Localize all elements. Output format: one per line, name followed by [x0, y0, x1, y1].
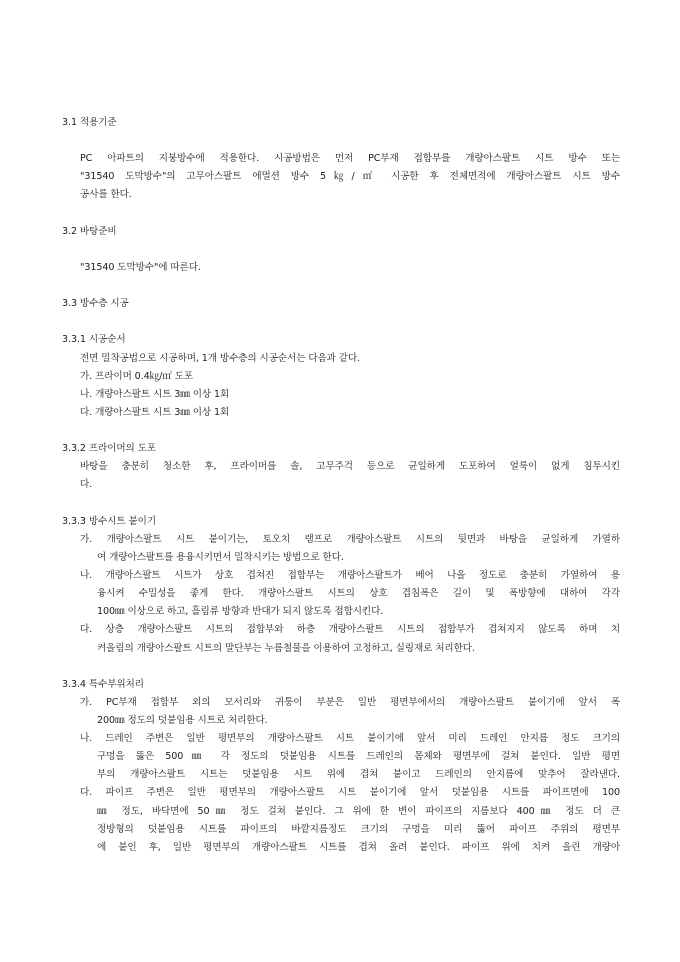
list-item-continuation: 100㎜ 이상으로 하고, 흘림류 방향과 반대가 되지 않도록 접합시킨다. [97, 606, 384, 617]
list-item-continuation: 융시켜 수밀성을 좋게 한다. 개량아스팔트 시트의 상호 겹침폭은 길이 및 폭방향에 대하여 각각 [97, 588, 620, 599]
list-item: 가. 프라이머 0.4㎏/㎡ 도포 [80, 371, 194, 382]
section-heading-3-3-2: 3.3.2 프라이머의 도포 [62, 443, 156, 454]
paragraph-line: 공사를 한다. [80, 189, 132, 200]
paragraph-line: PC 아파트의 지붕방수에 적용한다. 시공방법은 먼저 PC부재 접합부를 개량아스팔트 시트 방수 또는 [80, 153, 620, 164]
paragraph-line: "31540 도막방수"의 고무아스팔트 에멀션 방수 5㎏/㎡ 시공한 후 전체면적에 개량아스팔트 시트 방수 [80, 171, 620, 182]
paragraph-line: 다. [80, 479, 93, 490]
list-item: 다. 상층 개량아스팔트 시트의 접합부와 하층 개량아스팔트 시트의 접합부가 겹쳐지지 않도록 하며 치 [80, 624, 620, 635]
section-heading-3-3-1: 3.3.1 시공순서 [62, 334, 126, 345]
list-item-continuation: 부의 개량아스팔트 시트는 덧붙임용 시트 위에 겹쳐 붙이고 드레인의 안지름에 맞추어 잘라낸다. [97, 769, 620, 780]
list-item-continuation: 정방형의 덧붙임용 시트를 파이프의 바깥지름정도 크기의 구멍을 미리 뚫어 파이프 주위의 평면부 [97, 824, 620, 835]
list-item: 다. 파이프 주변은 일반 평면부의 개량아스팔트 시트 붙이기에 앞서 덧붙임용 시트를 파이프면에 100 [80, 787, 620, 798]
list-item-continuation: 구멍을 뚫은 500㎜ 각 정도의 덧붙임용 시트를 드레인의 몸체와 평면부에 걸쳐 붙인다. 일반 평면 [97, 751, 620, 762]
list-item-continuation: 여 개량아스팔트를 용융시키면서 밀착시키는 방법으로 한다. [97, 552, 344, 563]
section-heading-3-3-3: 3.3.3 방수시트 붙이기 [62, 516, 156, 527]
list-item: 나. 드레인 주변은 일반 평면부의 개량아스팔트 시트 붙이기에 앞서 미리 드레인 안지름 정도 크기의 [80, 733, 620, 744]
paragraph-line: 바탕을 충분히 청소한 후, 프라이머를 솔, 고무주걱 등으로 균일하게 도포하여 얼룩이 없게 침투시킨 [80, 461, 620, 472]
list-item: 가. PC부재 접합부 외의 모서리와 귀퉁이 부분은 일반 평면부에서의 개량아스팔트 붙이기에 앞서 폭 [80, 697, 620, 708]
list-item-continuation: 켜올림의 개량아스팔트 시트의 말단부는 누름철물을 이용하여 고정하고, 실링재로 처리한다. [97, 643, 475, 654]
section-heading-3-1: 3.1 적용기준 [62, 117, 117, 128]
section-heading-3-3: 3.3 방수층 시공 [62, 298, 129, 309]
section-heading-3-2: 3.2 바탕준비 [62, 226, 117, 237]
list-item: 나. 개량아스팔트 시트가 상호 겹쳐진 접합부는 개량아스팔트가 베어 나올 정도로 충분히 가열하여 용 [80, 570, 620, 581]
list-item: 다. 개량아스팔트 시트 3㎜ 이상 1회 [80, 407, 230, 418]
list-item: 가. 개량아스팔트 시트 붙이기는, 토오치 램프로 개량아스팔트 시트의 뒷면과 바탕을 균일하게 가열하 [80, 534, 620, 545]
paragraph-line: 전면 밀착공법으로 시공하며, 1개 방수층의 시공순서는 다음과 같다. [80, 353, 361, 364]
list-item-continuation: ㎜ 정도, 바닥면에 50㎜ 정도 걸쳐 붙인다. 그 위에 한 변이 파이프의 지름보다 400㎜ 정도 더 큰 [97, 806, 620, 817]
paragraph-line: "31540 도막방수"에 따른다. [80, 262, 201, 273]
list-item: 나. 개량아스팔트 시트 3㎜ 이상 1회 [80, 389, 230, 400]
section-heading-3-3-4: 3.3.4 특수부위처리 [62, 679, 144, 690]
list-item-continuation: 200㎜ 정도의 덧붙임용 시트로 처리한다. [97, 715, 268, 726]
list-item-continuation: 에 붙인 후, 일반 평면부의 개량아스팔트 시트를 겹쳐 올려 붙인다. 파이프 위에 치켜 올린 개량아 [97, 842, 620, 853]
